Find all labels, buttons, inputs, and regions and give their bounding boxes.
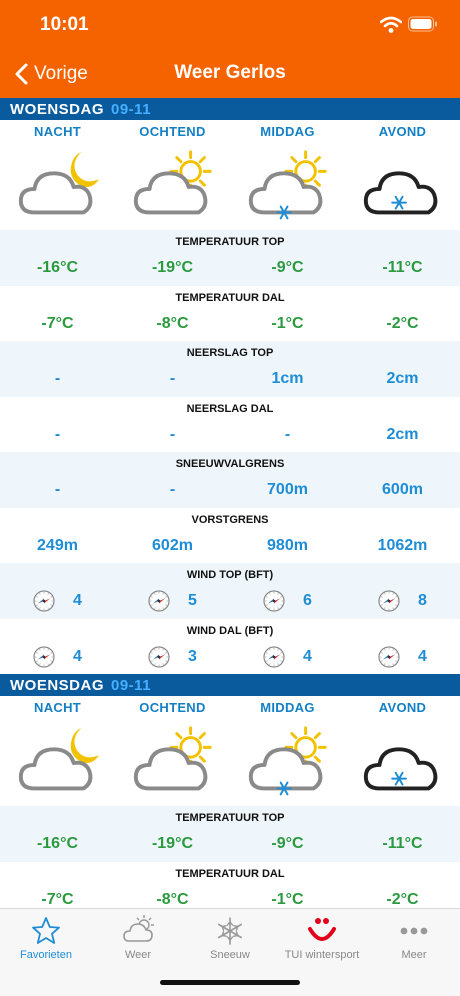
forecast-value: 700m (267, 481, 308, 498)
block-title: WIND DAL (BFT) (186, 624, 274, 637)
compass-icon (33, 646, 55, 668)
forecast-value: - (169, 425, 176, 443)
tab-tui-wintersport[interactable] (276, 909, 368, 969)
wind-value: 4 (73, 592, 82, 609)
wind-cell (230, 589, 345, 613)
weather-icon-cell (0, 144, 115, 230)
tab-label: TUI wintersport (284, 949, 360, 961)
forecast-value: 1cm (271, 370, 304, 387)
forecast-block (0, 230, 460, 286)
forecast-value: -1°C (271, 314, 304, 332)
compass-icon (378, 590, 400, 612)
forecast-value: - (169, 370, 176, 387)
period-row (0, 696, 460, 720)
forecast-value: - (284, 425, 291, 443)
forecast-block (0, 619, 460, 675)
cloud-sun-snow-icon (243, 147, 333, 227)
tab-meer[interactable] (368, 909, 460, 969)
wifi-icon (380, 16, 402, 34)
forecast-value: -7°C (41, 314, 74, 332)
forecast-value: -7°C (41, 890, 74, 908)
wind-value: 4 (73, 647, 82, 665)
weather-icon-cell (230, 720, 345, 806)
forecast-value: 2cm (386, 370, 419, 387)
more-icon (398, 915, 430, 947)
forecast-scroll[interactable] (0, 98, 460, 908)
block-title: NEERSLAG DAL (186, 402, 274, 415)
day-header (0, 674, 460, 696)
wind-value: 6 (303, 592, 312, 609)
wind-cell (115, 645, 230, 669)
forecast-block (0, 286, 460, 342)
weather-icon-cell (345, 144, 460, 230)
forecast-block (0, 397, 460, 453)
day-header (0, 98, 460, 120)
forecast-block (0, 341, 460, 397)
wind-cell (115, 589, 230, 613)
compass-icon (263, 646, 285, 668)
block-title: NEERSLAG TOP (186, 347, 274, 359)
tui-logo-icon (306, 915, 338, 947)
forecast-value: -11°C (382, 835, 423, 852)
cloud-snow-icon (358, 147, 448, 227)
period-label: OCHTEND (139, 700, 206, 715)
forecast-value: 249m (37, 536, 78, 554)
compass-icon (378, 646, 400, 668)
day-date: 09-11 (111, 676, 152, 694)
day-name: WOENSDAG (10, 676, 104, 694)
forecast-value: - (54, 481, 61, 498)
forecast-value: -8°C (156, 314, 189, 332)
wind-value: 8 (418, 592, 427, 609)
forecast-value: -9°C (271, 835, 304, 852)
tab-sneeuw[interactable] (184, 909, 276, 969)
weather-icon-cell (0, 720, 115, 806)
wind-value: 3 (188, 647, 197, 665)
page-title: Weer Gerlos (174, 62, 286, 83)
back-label: Vorige (34, 63, 88, 84)
forecast-block (0, 862, 460, 909)
forecast-value: -9°C (271, 259, 304, 276)
wind-cell (0, 589, 115, 613)
block-title: WIND TOP (BFT) (186, 569, 274, 581)
status-bar (0, 0, 460, 50)
forecast-value: 602m (152, 536, 193, 554)
home-indicator (160, 980, 300, 985)
wind-value: 4 (418, 647, 427, 665)
weather-icon-cell (230, 144, 345, 230)
weather-icon-row (0, 144, 460, 230)
period-label: MIDDAG (260, 700, 315, 715)
wind-value: 4 (303, 647, 312, 665)
forecast-block (0, 563, 460, 619)
cloud-moon-icon (13, 147, 103, 227)
weather-icon (122, 915, 154, 947)
tab-label: Sneeuw (210, 949, 250, 961)
block-title: SNEEUWVALGRENS (175, 458, 285, 470)
forecast-block (0, 508, 460, 564)
block-title: TEMPERATUUR DAL (175, 291, 285, 304)
tab-favorieten[interactable] (0, 909, 92, 969)
period-label: AVOND (378, 124, 427, 139)
battery-icon (408, 16, 438, 32)
forecast-value: 2cm (386, 425, 419, 443)
compass-icon (148, 590, 170, 612)
snowflake-icon (214, 915, 246, 947)
period-label: OCHTEND (139, 124, 206, 139)
tab-label: Favorieten (20, 949, 72, 961)
forecast-value: -16°C (36, 835, 79, 852)
forecast-value: 1062m (377, 536, 428, 554)
star-icon (30, 915, 62, 947)
tab-weer[interactable] (92, 909, 184, 969)
compass-icon (148, 646, 170, 668)
forecast-value: -16°C (36, 259, 79, 276)
compass-icon (33, 590, 55, 612)
wind-cell (345, 589, 460, 613)
forecast-value: 600m (382, 481, 423, 498)
cloud-snow-icon (358, 723, 448, 803)
wind-cell (345, 645, 460, 669)
period-label: AVOND (378, 700, 427, 715)
forecast-value: - (169, 481, 176, 498)
forecast-value: - (54, 370, 61, 387)
forecast-value: -11°C (382, 259, 423, 276)
forecast-block (0, 806, 460, 862)
forecast-value: -1°C (271, 890, 304, 908)
period-row (0, 120, 460, 144)
day-name: WOENSDAG (10, 100, 104, 118)
cloud-sun-snow-icon (243, 723, 333, 803)
block-title: TEMPERATUUR DAL (175, 867, 285, 880)
compass-icon (263, 590, 285, 612)
status-time: 10:01 (40, 14, 89, 35)
forecast-value: 980m (267, 536, 308, 554)
forecast-value: -2°C (386, 890, 419, 908)
header (0, 0, 460, 98)
wind-value: 5 (188, 592, 197, 609)
weather-icon-row (0, 720, 460, 806)
wind-cell (0, 645, 115, 669)
forecast-value: -8°C (156, 890, 189, 908)
forecast-value: - (54, 425, 61, 443)
tab-label: Meer (401, 949, 427, 961)
forecast-value: -19°C (151, 835, 194, 852)
tab-label: Weer (124, 949, 152, 961)
block-title: VORSTGRENS (191, 513, 269, 526)
weather-icon-cell (115, 144, 230, 230)
period-label: NACHT (34, 124, 81, 139)
forecast-block (0, 452, 460, 508)
period-label: MIDDAG (260, 124, 315, 139)
day-date: 09-11 (111, 100, 152, 118)
block-title: TEMPERATUUR TOP (175, 236, 285, 248)
cloud-sun-icon (128, 147, 218, 227)
forecast-value: -19°C (151, 259, 194, 276)
cloud-moon-icon (13, 723, 103, 803)
wind-cell (230, 645, 345, 669)
block-title: TEMPERATUUR TOP (175, 812, 285, 824)
weather-icon-cell (115, 720, 230, 806)
weather-icon-cell (345, 720, 460, 806)
period-label: NACHT (34, 700, 81, 715)
cloud-sun-icon (128, 723, 218, 803)
forecast-value: -2°C (386, 314, 419, 332)
